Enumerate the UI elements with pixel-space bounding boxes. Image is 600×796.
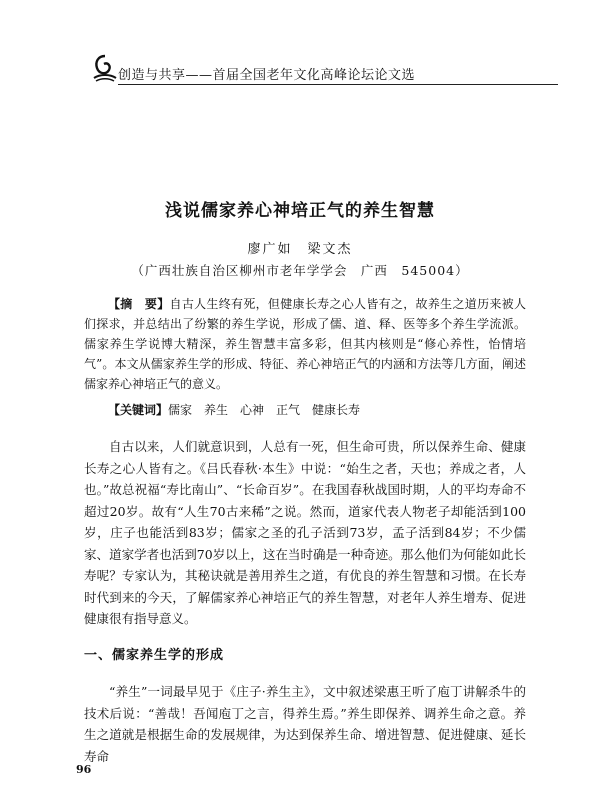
abstract: [84, 294, 526, 394]
keywords-label: 【关键词】: [108, 403, 169, 417]
body-paragraph-1: 自古以来，人们就意识到，人总有一死，但生命可贵，所以保养生命、健康长寿之心人皆有之。《吕氏春秋·本生》中说：“始生之者，天也；养成之者，人也。”故总祝福“寿比南山”、“长命百岁”。在我国春秋战国时期，人的平均寿命不超过20岁。故有“人生70古来稀”之说。然而，道家代表人物老子却能活到100岁，庄子也能活到83岁；儒家之圣的孔子活到73岁，孟子活到84岁；不少儒家、道家学者也活到70岁以上，这在当时确是一种奇迹。那么他们为何能如此长寿呢？专家认为，其秘诀就是善用养生之道，有优良的养生智慧和习惯。在长寿时代到来的今天，了解儒家养心神培正气的养生智慧，对老年人养生增寿、促进健康很有指导意义。: [84, 439, 526, 626]
section-heading-1: 一、儒家养生学的形成: [84, 648, 225, 663]
abstract-label: 【摘 要】: [108, 297, 170, 311]
keywords: [84, 400, 526, 420]
page-number: 96: [76, 763, 92, 776]
abstract-text: 自古人生终有死，但健康长寿之心人皆有之，故养生之道历来被人们探求，并总结出了纷繁的养生学说，形成了儒、道、释、医等多个养生学流派。儒家养生学说博大精深，养生智慧丰富多彩，但其内核则是“修心养性，怡情培气”。本文从儒家养生学的形成、特征、养心神培正气的内涵和方法等几方面，阐述儒家养心神培正气的意义。: [84, 297, 526, 391]
running-header-text: 创造与共享——首届全国老年文化高峰论坛论文选: [118, 68, 416, 83]
author-affiliation: （广西壮族自治区柳州市老年学学会 广西 545004）: [131, 263, 469, 278]
running-header: [92, 52, 562, 92]
article-title: 浅说儒家养心神培正气的养生智慧: [165, 201, 435, 221]
body-paragraph-2: “养生”一词最早见于《庄子·养生主》，文中叙述梁惠王听了庖丁讲解杀牛的技术后说：“善哉！吾闻庖丁之言，得养生焉。”养生即保养、调养生命之意。养生之道就是根据生命的发展规律，为达到保养生命、增进智慧、促进健康、延长寿命: [84, 684, 526, 764]
book-logo-icon: [92, 52, 118, 84]
keywords-text: 儒家 养生 心神 正气 健康长寿: [168, 403, 361, 417]
header-divider: [118, 84, 558, 85]
article-authors: 廖广如 梁文杰: [247, 242, 353, 257]
